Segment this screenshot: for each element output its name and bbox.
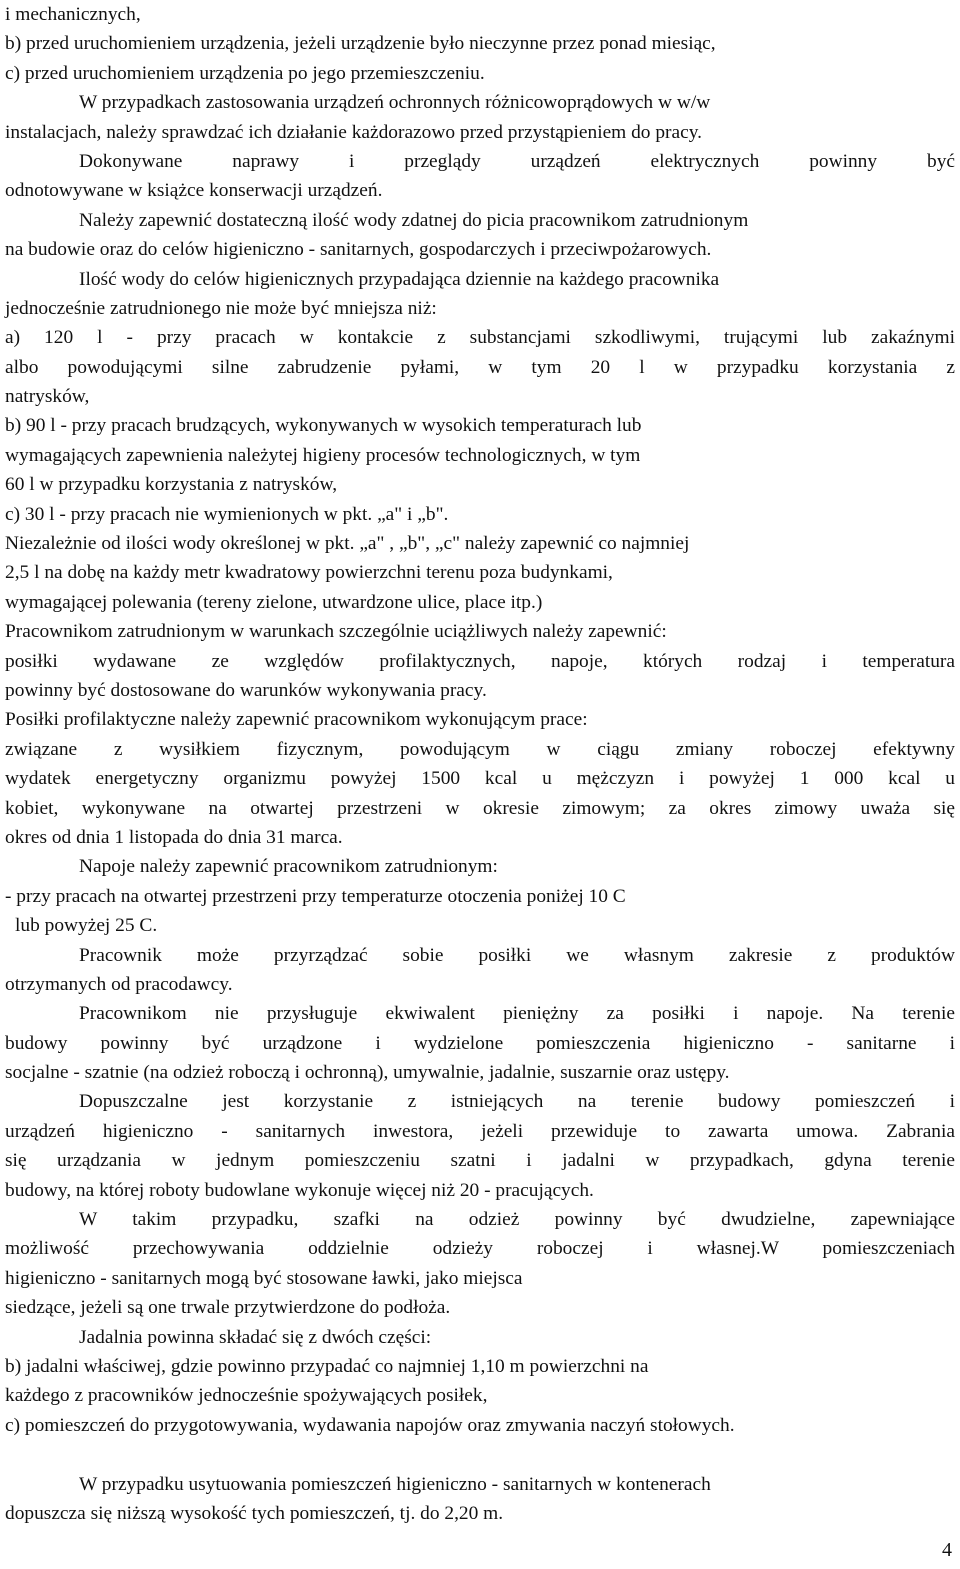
text-line: natrysków, [5, 386, 90, 408]
text-line: budowy, na której roboty budowlane wykonuje więcej niż 20 - pracujących. [5, 1179, 594, 1201]
text-line: możliwość przechowywania oddzielnie odzieży roboczej i własnej.W pomieszczeniach [5, 1238, 955, 1260]
text-line: i mechanicznych, [5, 4, 141, 25]
text-line: c) przed uruchomieniem urządzenia po jego przemieszczeniu. [5, 62, 485, 84]
page-number: 4 [942, 1539, 952, 1561]
text-line: Należy zapewnić dostateczną ilość wody zdatnej do picia pracownikom zatrudnionym [79, 209, 749, 231]
document-page [5, 0, 955, 1528]
text-line: kobiet, wykonywane na otwartej przestrzeni w okresie zimowym; za okres zimowy uważa się [5, 797, 955, 819]
text-line: związane z wysiłkiem fizycznym, powodującym w ciągu zmiany roboczej efektywny [5, 738, 955, 760]
text-line: 2,5 l na dobę na każdy metr kwadratowy powierzchni terenu poza budynkami, [5, 562, 613, 584]
text-line: W takim przypadku, szafki na odzież powinny być dwudzielne, zapewniające [79, 1209, 955, 1231]
text-line: instalacjach, należy sprawdzać ich działanie każdorazowo przed przystąpieniem do pracy. [5, 121, 703, 143]
paragraph-gap [5, 1440, 955, 1469]
text-line: c) 30 l - przy pracach nie wymienionych w pkt. „a" i „b". [5, 503, 449, 525]
text-line: wydatek energetyczny organizmu powyżej 1500 kcal u mężczyzn i powyżej 1 000 kcal u [5, 768, 955, 790]
text-line: b) jadalni właściwej, gdzie powinno przypadać co najmniej 1,10 m powierzchni na [5, 1355, 649, 1377]
text-line: wymagających zapewnienia należytej higieny procesów technologicznych, w tym [5, 444, 641, 466]
text-line: posiłki wydawane ze względów profilaktycznych, napoje, których rodzaj i temperatura [5, 650, 955, 672]
text-line: socjalne - szatnie (na odzież roboczą i ochronną), umywalnie, jadalnie, suszarnie oraz ustępy. [5, 1062, 730, 1084]
text-line: każdego z pracowników jednocześnie spożywających posiłek, [5, 1385, 488, 1407]
text-line: Dokonywane naprawy i przeglądy urządzeń elektrycznych powinny być [79, 150, 955, 172]
text-line: Niezależnie od ilości wody określonej w pkt. „a" , „b", „c" należy zapewnić co najmniej [5, 533, 690, 555]
text-line: wymagającej polewania (tereny zielone, utwardzone ulice, place itp.) [5, 591, 543, 613]
text-line: - przy pracach na otwartej przestrzeni przy temperaturze otoczenia poniżej 10 C [5, 885, 626, 907]
text-line: się urządzania w jednym pomieszczeniu szatni i jadalni w przypadkach, gdyna terenie [5, 1150, 955, 1172]
text-line: lub powyżej 25 C. [15, 915, 158, 937]
text-line: Posiłki profilaktyczne należy zapewnić pracownikom wykonującym prace: [5, 709, 588, 731]
text-line: Pracownikom nie przysługuje ekwiwalent pieniężny za posiłki i napoje. Na terenie [79, 1003, 955, 1025]
text-line: a) 120 l - przy pracach w kontakcie z substancjami szkodliwymi, trującymi lub zakaźnymi [5, 327, 955, 349]
text-line: c) pomieszczeń do przygotowywania, wydawania napojów oraz zmywania naczyń stołowych. [5, 1414, 735, 1436]
text-line: odnotowywane w książce konserwacji urządzeń. [5, 180, 383, 202]
text-line: jednocześnie zatrudnionego nie może być mniejsza niż: [5, 297, 437, 319]
text-line: dopuszcza się niższą wysokość tych pomieszczeń, tj. do 2,20 m. [5, 1502, 504, 1524]
text-line: powinny być dostosowane do warunków wykonywania pracy. [5, 679, 487, 701]
text-line: 60 l w przypadku korzystania z natrysków, [5, 474, 338, 496]
text-line: Dopuszczalne jest korzystanie z istniejących na terenie budowy pomieszczeń i [79, 1091, 955, 1113]
text-line: b) przed uruchomieniem urządzenia, jeżeli urządzenie było nieczynne przez ponad miesiąc, [5, 33, 716, 55]
text-line: urządzeń higieniczno - sanitarnych inwestora, jeżeli przewiduje to zawarta umowa. Zabrania [5, 1120, 955, 1142]
text-line: Pracownik może przyrządzać sobie posiłki we własnym zakresie z produktów [79, 944, 955, 966]
text-line: W przypadku usytuowania pomieszczeń higieniczno - sanitarnych w kontenerach [79, 1473, 711, 1495]
text-line: Jadalnia powinna składać się z dwóch części: [79, 1326, 432, 1348]
text-line: otrzymanych od pracodawcy. [5, 973, 233, 995]
text-line: higieniczno - sanitarnych mogą być stosowane ławki, jako miejsca [5, 1267, 523, 1289]
text-line: W przypadkach zastosowania urządzeń ochronnych różnicowoprądowych w w/w [79, 92, 711, 114]
text-line: Pracownikom zatrudnionym w warunkach szczególnie uciążliwych należy zapewnić: [5, 621, 667, 643]
text-line: siedzące, jeżeli są one trwale przytwierdzone do podłoża. [5, 1297, 451, 1319]
text-line: okres od dnia 1 listopada do dnia 31 marca. [5, 826, 343, 848]
text-line: na budowie oraz do celów higieniczno - sanitarnych, gospodarczych i przeciwpożarowych. [5, 239, 712, 261]
text-line: Ilość wody do celów higienicznych przypadająca dziennie na każdego pracownika [79, 268, 720, 290]
text-line: albo powodującymi silne zabrudzenie pyłami, w tym 20 l w przypadku korzystania z [5, 356, 955, 378]
text-line: b) 90 l - przy pracach brudzących, wykonywanych w wysokich temperaturach lub [5, 415, 642, 437]
text-line: budowy powinny być urządzone i wydzielone pomieszczenia higieniczno - sanitarne i [5, 1032, 955, 1054]
text-line: Napoje należy zapewnić pracownikom zatrudnionym: [79, 856, 498, 878]
